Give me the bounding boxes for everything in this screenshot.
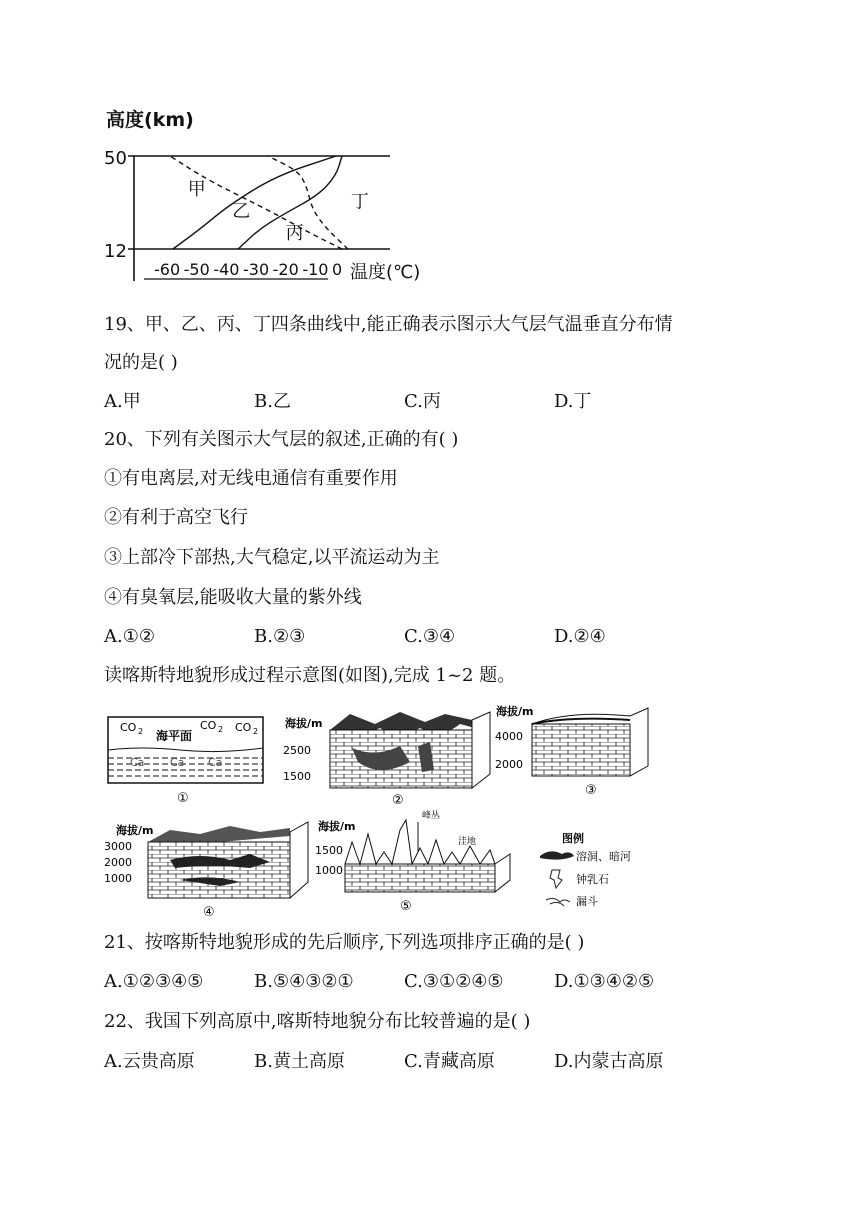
- p4-number: ④: [203, 905, 215, 920]
- p2-altitude-label: 海拔/m: [285, 717, 323, 730]
- legend-sinkhole: 漏斗: [576, 895, 598, 908]
- p1-co2-c-sub: 2: [253, 727, 259, 736]
- q20-statement-4: ④有臭氧层,能吸收大量的紫外线: [104, 587, 362, 608]
- chart-y-tick-12: 12: [104, 241, 127, 262]
- karst-intro: 读喀斯特地貌形成过程示意图(如图),完成 1~2 题。: [104, 665, 516, 686]
- p4-tick-2000: 2000: [104, 856, 132, 869]
- p5-tick-1500: 1500: [315, 844, 343, 857]
- p5-tick-1000: 1000: [315, 864, 343, 877]
- q21-option-c: C.③①②④⑤: [404, 971, 504, 992]
- q20-option-d: D.②④: [554, 626, 606, 647]
- p5-depression: 洼地: [458, 837, 477, 847]
- p1-co2-b: CO: [200, 719, 217, 732]
- p3-tick-4000: 4000: [495, 730, 523, 743]
- q20-option-c: C.③④: [404, 626, 456, 647]
- legend-cave-river: 溶洞、暗河: [576, 850, 631, 863]
- q20-statement-1: ①有电离层,对无线电通信有重要作用: [104, 468, 398, 489]
- question-19-line1: 19、甲、乙、丙、丁四条曲线中,能正确表示图示大气层气温垂直分布情: [104, 314, 673, 335]
- question-19-line2: 况的是( ): [104, 352, 178, 373]
- question-22: 22、我国下列高原中,喀斯特地貌分布比较普遍的是( ): [104, 1011, 531, 1032]
- karst-panel-5: [315, 809, 510, 914]
- q20-statement-2: ②有利于高空飞行: [104, 507, 248, 528]
- stalactite-icon: [550, 870, 562, 888]
- p5-number: ⑤: [400, 899, 412, 914]
- chart-series-label-3: 丁: [350, 191, 369, 213]
- p3-number: ③: [585, 783, 597, 798]
- p1-co2-a: CO: [120, 721, 137, 734]
- chart-y-tick-50: 50: [104, 148, 127, 169]
- karst-figure: [100, 702, 660, 920]
- q21-option-d: D.①③④②⑤: [554, 971, 655, 992]
- p4-tick-3000: 3000: [104, 840, 132, 853]
- p2-tick-2500: 2500: [283, 744, 311, 757]
- p3-altitude-label: 海拔/m: [496, 705, 534, 718]
- cave-river-icon: [540, 851, 574, 859]
- question-21: 21、按喀斯特地貌形成的先后顺序,下列选项排序正确的是( ): [104, 932, 585, 953]
- q22-option-a: A.云贵高原: [104, 1051, 195, 1072]
- question-20: 20、下列有关图示大气层的叙述,正确的有( ): [104, 429, 459, 450]
- chart-x-tick-3: -30: [243, 260, 270, 279]
- q20-statement-3: ③上部冷下部热,大气稳定,以平流运动为主: [104, 547, 440, 568]
- p1-number: ①: [177, 791, 189, 806]
- chart-series-line-2: [170, 156, 342, 249]
- q22-option-d: D.内蒙古高原: [554, 1051, 664, 1072]
- q19-option-b: B.乙: [254, 391, 291, 412]
- chart-x-tick-6: 0: [332, 260, 343, 279]
- chart-x-tick-2: -40: [213, 260, 240, 279]
- q20-option-b: B.②③: [254, 626, 306, 647]
- chart-series-line-3: [268, 156, 348, 249]
- chart-series-line-0: [173, 156, 336, 249]
- q21-option-a: A.①②③④⑤: [104, 971, 204, 992]
- chart-x-tick-1: -50: [183, 260, 210, 279]
- chart-svg: [100, 106, 440, 296]
- p4-tick-1000: 1000: [104, 872, 132, 885]
- sinkhole-icon: [546, 898, 570, 906]
- temperature-altitude-chart: [100, 106, 440, 296]
- chart-series-label-1: 乙: [232, 201, 251, 223]
- p1-co2-a-sub: 2: [138, 727, 144, 736]
- chart-series-label-0: 甲: [187, 179, 206, 201]
- p1-ca-1: Ca: [130, 756, 145, 769]
- karst-panel-3: [495, 704, 648, 798]
- q19-option-a: A.甲: [104, 391, 141, 412]
- q21-option-b: B.⑤④③②①: [254, 971, 354, 992]
- p5-altitude-label: 海拔/m: [318, 820, 356, 833]
- q22-option-b: B.黄土高原: [254, 1051, 345, 1072]
- p1-ca-3: Ca: [208, 756, 223, 769]
- karst-panel-4: [104, 822, 308, 920]
- p2-number: ②: [392, 793, 404, 808]
- p4-altitude-label: 海拔/m: [116, 824, 154, 837]
- legend-stalactite: 钟乳石: [576, 873, 609, 886]
- p1-sea-level: 海平面: [156, 729, 193, 743]
- p5-peak-cluster: 峰丛: [422, 811, 441, 821]
- karst-svg: [100, 702, 660, 920]
- chart-x-label: 温度(℃): [350, 262, 421, 283]
- p2-tick-1500: 1500: [283, 770, 311, 783]
- karst-legend: [540, 831, 631, 908]
- p1-co2-c: CO: [235, 721, 252, 734]
- p1-co2-b-sub: 2: [218, 725, 224, 734]
- legend-title: 图例: [562, 832, 584, 845]
- q20-option-a: A.①②: [104, 626, 155, 647]
- q19-option-c: C.丙: [404, 391, 441, 412]
- q19-option-d: D.丁: [554, 391, 592, 412]
- p1-ca-2: Ca: [170, 756, 185, 769]
- chart-series-label-2: 丙: [285, 223, 304, 245]
- chart-x-tick-4: -20: [272, 260, 299, 279]
- karst-panel-1: [108, 717, 263, 806]
- karst-panel-2: [283, 712, 490, 808]
- q22-option-c: C.青藏高原: [404, 1051, 495, 1072]
- p3-tick-2000: 2000: [495, 758, 523, 771]
- chart-x-tick-5: -10: [302, 260, 329, 279]
- chart-y-label: 高度(km): [106, 109, 194, 131]
- chart-x-tick-0: -60: [154, 260, 181, 279]
